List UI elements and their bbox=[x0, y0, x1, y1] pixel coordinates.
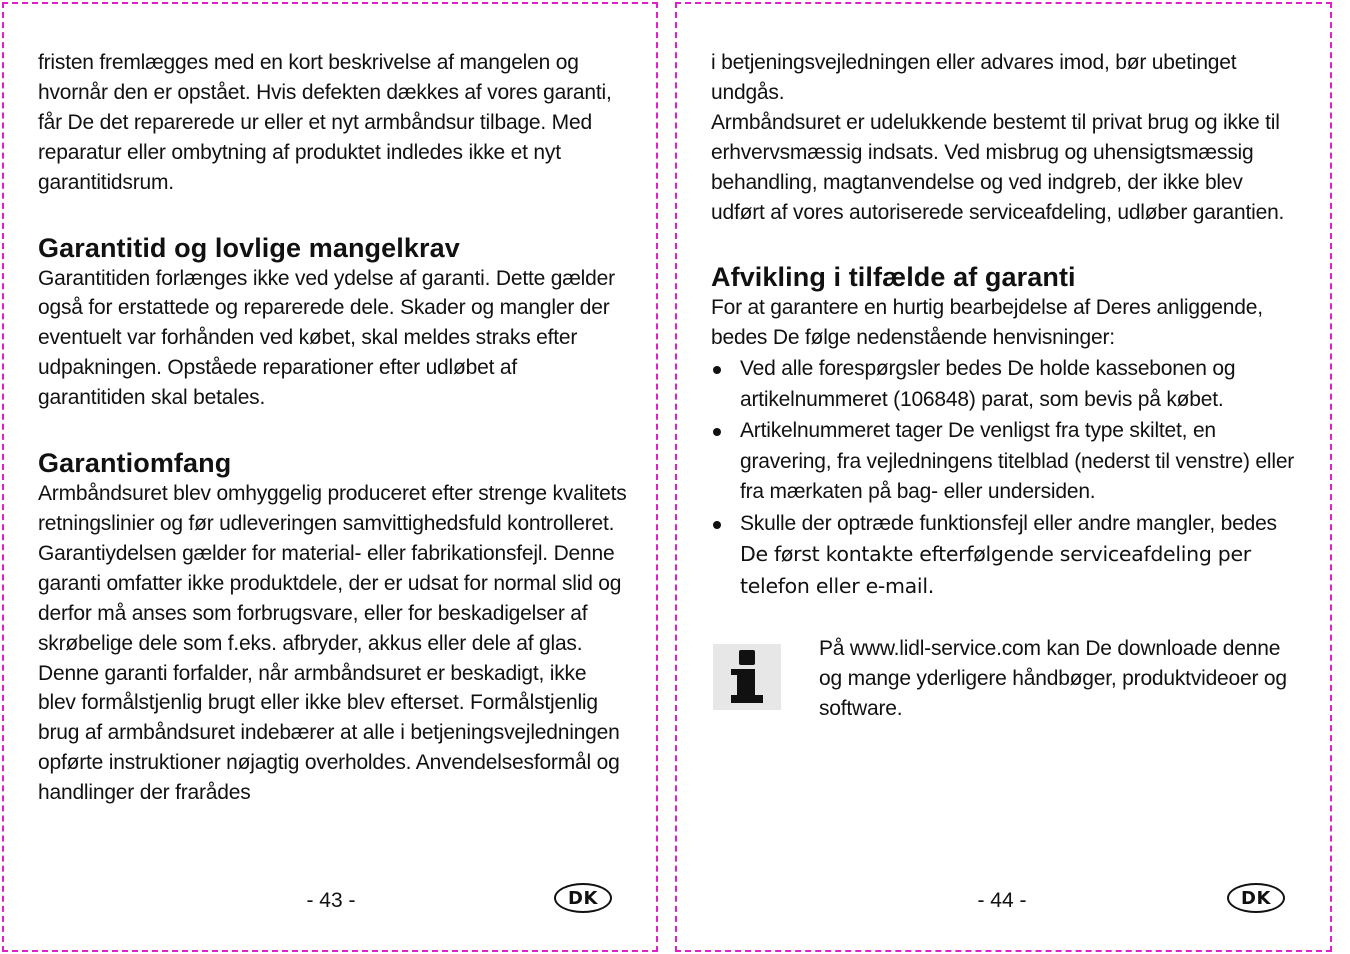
page-right-content bbox=[711, 48, 1301, 724]
page-number: - 43 - bbox=[306, 889, 356, 912]
section-body-afvikling: For at garantere en hurtig bearbejdelse af Deres anliggende, bedes De følge nedenstående henvisninger: bbox=[711, 296, 1263, 350]
intro-paragraph: fristen fremlægges med en kort beskrivelse af mangelen og hvornår den er opstået. Hvis defekten dækkes af vores garanti, får De det reparerede ur eller et nyt armbåndsur tilbage. Med reparatur eller ombytning af produktet indledes ikke et nyt garantitidsrum. bbox=[38, 51, 612, 194]
section-body-garantitid: Garantitiden forlænges ikke ved ydelse af garanti. Dette gælder også for erstattede og reparerede dele. Skader og mangler der eventuelt var forhånden ved købet, skal meldes straks efter udpakningen. Opståede reparationer efter udløbet af garantitiden skal betales. bbox=[38, 266, 615, 410]
list-item bbox=[711, 416, 1301, 508]
section-body-garantiomfang-2: Denne garanti forfalder, når armbåndsuret er beskadigt, ikke blev formålstjenlig brugt eller ikke blev efterset. Formålstjenlig brug af armbåndsuret indebærer at alle i betjeningsvejledningen opførte instruktioner nøjagtig overholdes. Anvendelsesformål og handlinger der frarådes bbox=[38, 661, 620, 805]
bullet-icon bbox=[713, 366, 721, 374]
intro-paragraph-2: Armbåndsuret er udelukkende bestemt til privat brug og ikke til erhvervsmæssig indsats. Ved misbrug og uhensigtsmæssig behandling, magtanvendelse og ved indgreb, der ikke blev udført af vores autoriserede serviceafdeling, udløber garantien. bbox=[711, 110, 1285, 224]
language-badge: DK bbox=[554, 883, 612, 913]
page-left bbox=[2, 2, 658, 952]
bullet-icon bbox=[713, 521, 721, 529]
language-badge: DK bbox=[1227, 883, 1285, 913]
list-item-text-emphasis: De først kontakte efterfølgende serviceafdeling per telefon eller e-mail. bbox=[740, 542, 1251, 598]
info-icon bbox=[713, 644, 781, 710]
page-right bbox=[675, 2, 1332, 952]
section-heading-garantiomfang: Garantiomfang bbox=[38, 448, 232, 479]
bullet-icon bbox=[713, 428, 721, 436]
page-number: - 44 - bbox=[977, 889, 1027, 912]
list-item-text: Artikelnummeret tager De venligst fra type skiltet, en gravering, fra vejledningens titelblad (nederst til venstre) eller fra mærkaten på bag- eller undersiden. bbox=[740, 419, 1295, 504]
section-body-garantiomfang-1: Armbåndsuret blev omhyggelig produceret efter strenge kvalitets retningslinier og før udleveringen samvittighedsfuld kontrolleret. Garantiydelsen gælder for material- eller fabrikationsfejl. Denne garanti omfatter ikke produktdele, der er udsat for normal slid og derfor må anses som forbrugsvare, eller for beskadigelser af skrøbelige dele som f.eks. afbryder, akkus eller dele af glas. bbox=[38, 482, 627, 655]
list-item bbox=[711, 509, 1301, 603]
instruction-list bbox=[711, 354, 1301, 602]
info-note bbox=[711, 634, 1301, 724]
section-heading-garantitid: Garantitid og lovlige mangelkrav bbox=[38, 232, 460, 263]
list-item-text: Ved alle forespørgsler bedes De holde kassebonen og artikelnummeret (106848) parat, som bevis på købet. bbox=[740, 357, 1236, 411]
list-item-text-prefix: Skulle der optræde funktionsfejl eller andre mangler, bedes bbox=[740, 511, 1277, 535]
intro-paragraph-1: i betjeningsvejledningen eller advares imod, bør ubetinget undgås. bbox=[711, 51, 1237, 104]
info-text: På www.lidl-service.com kan De downloade denne og mange yderligere håndbøger, produktvideoer og software. bbox=[819, 637, 1287, 721]
page-left-content bbox=[38, 48, 628, 808]
section-heading-afvikling: Afvikling i tilfælde af garanti bbox=[711, 262, 1076, 293]
list-item bbox=[711, 354, 1301, 415]
